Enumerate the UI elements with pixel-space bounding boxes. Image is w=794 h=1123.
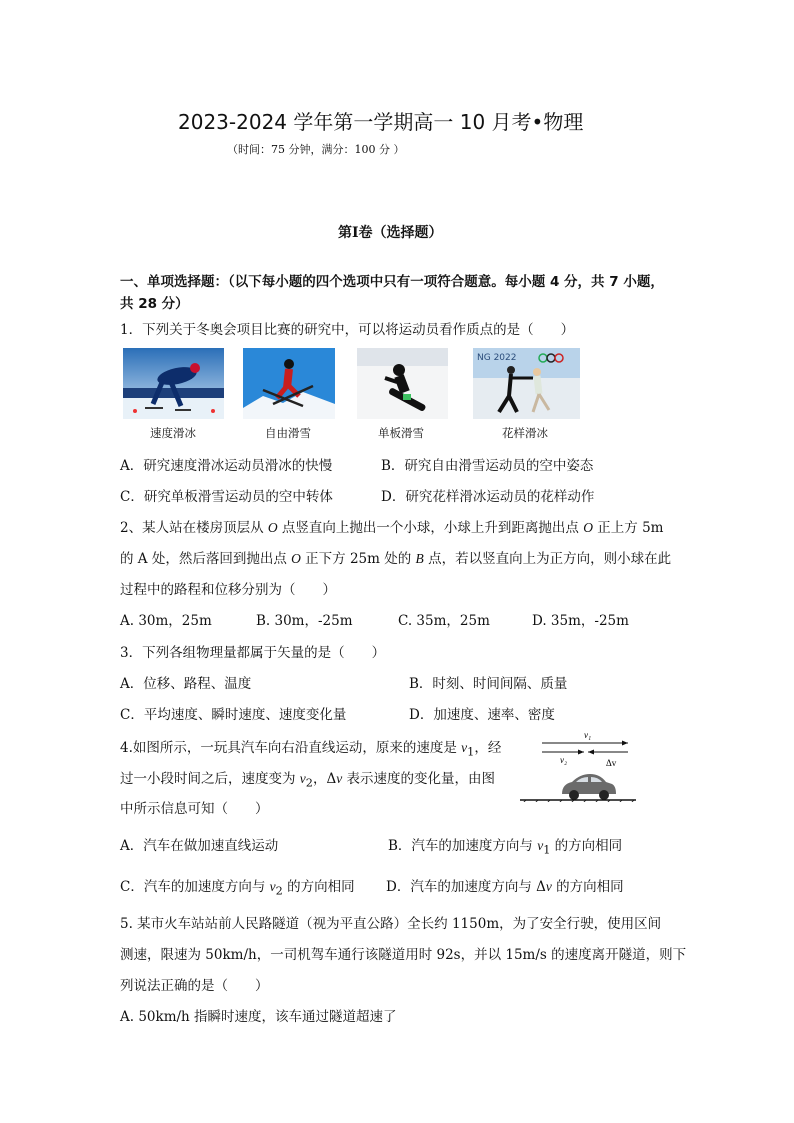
q1-option-b: B．研究自由滑雪运动员的空中姿态 — [381, 458, 594, 474]
delta-v-label: Δv — [606, 758, 617, 768]
q5-option-a: A. 50km/h 指瞬时速度，该车通过隧道超速了 — [120, 1009, 397, 1025]
q1-option-c: C．研究单板滑雪运动员的空中转体 — [120, 489, 333, 505]
caption-figure-skating: 花样滑冰 — [502, 426, 548, 440]
q3-option-c: C．平均速度、瞬时速度、速度变化量 — [120, 707, 347, 723]
q2-line3: 过程中的路程和位移分别为（ ） — [120, 582, 336, 598]
q2-line2: 的 A 处，然后落回到抛出点 O 正下方 25m 处的 B 点，若以竖直向上为正方向，则小球在此 — [120, 551, 672, 567]
caption-snowboarding: 单板滑雪 — [378, 426, 424, 440]
q3-option-a: A．位移、路程、温度 — [120, 676, 252, 692]
q2-line1: 2、某人站在楼房顶层从 O 点竖直向上抛出一个小球，小球上升到距离抛出点 O 正上方 5m — [120, 520, 664, 536]
q1-stem: 1．下列关于冬奥会项目比赛的研究中，可以将运动员看作质点的是（ ） — [120, 322, 575, 338]
q2-option-c: C. 35m，25m — [398, 613, 490, 629]
q4-option-b: B．汽车的加速度方向与 $v_1$ 的方向相同 — [388, 838, 623, 857]
part1-heading-line1: 一、单项选择题：（以下每小题的四个选项中只有一项符合题意。每小题 4 分，共 7 小题， — [120, 274, 664, 290]
q4-option-a: A．汽车在做加速直线运动 — [120, 838, 279, 854]
q1-option-a: A．研究速度滑冰运动员滑冰的快慢 — [120, 458, 333, 474]
q2-option-d: D. 35m，-25m — [532, 613, 629, 629]
q4-line3: 中所示信息可知（ ） — [120, 801, 269, 817]
q4-line2: 过一小段时间之后，速度变为 $v_2$，Δv 表示速度的变化量，由图 — [120, 771, 496, 790]
freestyle-skiing-photo — [243, 348, 335, 419]
photo-banner-text: NG 2022 — [477, 353, 517, 363]
q5-line3: 列说法正确的是（ ） — [120, 978, 269, 994]
v2-label: v₂ — [560, 755, 568, 765]
q5-line2: 测速，限速为 50km/h，一司机驾车通行该隧道用时 92s，并以 15m/s 的速度离开隧道，则下 — [120, 947, 687, 963]
q5-line1: 5. 某市火车站站前人民路隧道（视为平直公路）全长约 1150m，为了安全行驶，使用区间 — [120, 916, 662, 932]
q3-stem: 3．下列各组物理量都属于矢量的是（ ） — [120, 645, 386, 661]
figure-skating-photo — [473, 348, 580, 419]
caption-speed-skating: 速度滑冰 — [150, 426, 196, 440]
q4-line1: 4.如图所示，一玩具汽车向右沿直线运动，原来的速度是 $v_1$，经 — [120, 740, 502, 759]
speed-skating-photo — [123, 348, 224, 419]
q1-option-d: D．研究花样滑冰运动员的花样动作 — [381, 489, 595, 505]
q2-option-b: B. 30m，-25m — [256, 613, 353, 629]
q4-option-d: D．汽车的加速度方向与 Δv 的方向相同 — [386, 879, 624, 895]
section-title: 第Ⅰ卷（选择题） — [338, 225, 443, 241]
exam-subtitle: （时间：75 分钟，满分：100 分 ） — [227, 143, 405, 156]
q4-velocity-diagram — [518, 728, 638, 802]
toy-car-icon — [562, 774, 616, 800]
v1-label: v₁ — [584, 730, 592, 740]
part1-heading-line2: 共 28 分） — [120, 296, 189, 312]
caption-freestyle-skiing: 自由滑雪 — [265, 426, 311, 440]
snowboarding-photo — [357, 348, 448, 419]
exam-title: 2023-2024 学年第一学期高一 10 月考•物理 — [178, 110, 584, 134]
q4-option-c: C．汽车的加速度方向与 $v_2$ 的方向相同 — [120, 879, 355, 898]
q3-option-d: D．加速度、速率、密度 — [409, 707, 555, 723]
q3-option-b: B．时刻、时间间隔、质量 — [409, 676, 568, 692]
q2-option-a: A. 30m，25m — [120, 613, 212, 629]
